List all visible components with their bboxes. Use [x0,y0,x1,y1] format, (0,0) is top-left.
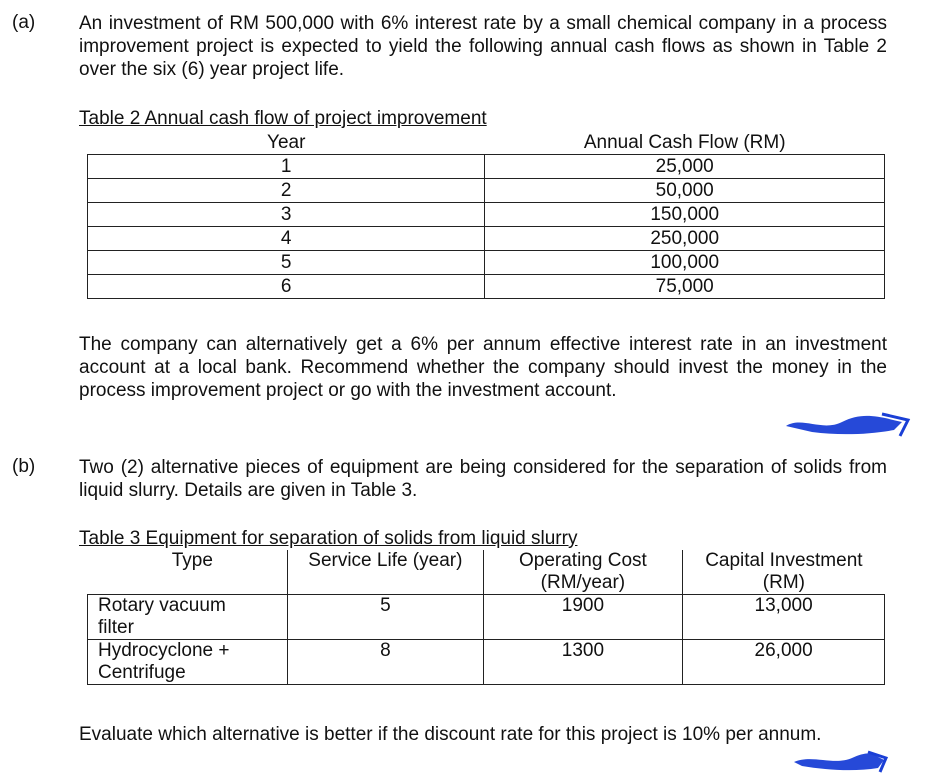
table-2-year-cell: 5 [88,251,485,275]
handwritten-scribble-mark [790,748,890,774]
table-2-year-cell: 4 [88,227,485,251]
header-line: Capital Investment [705,550,863,571]
type-line: Rotary vacuum [98,595,226,616]
table-2 [87,131,885,299]
table-2-cashflow-cell: 250,000 [485,227,885,251]
table-2-cashflow-cell: 150,000 [485,203,885,227]
part-b-label: (b) [12,456,36,477]
table-3-header-type [88,550,288,595]
type-line: Hydrocyclone + [98,640,230,661]
table-3-service-life-cell: 8 [288,640,483,685]
table-2-header-cashflow: Annual Cash Flow (RM) [485,131,885,155]
part-b-question: Evaluate which alternative is better if the discount rate for this project is 10% per annum. [79,724,822,745]
table-2-cashflow-cell: 25,000 [485,155,885,179]
table-2-year-cell: 6 [88,275,485,299]
table-3-capital-investment-cell: 13,000 [683,595,885,640]
type-line: Centrifuge [98,662,186,683]
table-2-cashflow-cell: 100,000 [485,251,885,275]
table-row [88,251,885,275]
table-2-year-cell: 2 [88,179,485,203]
table-2-cashflow-cell: 50,000 [485,179,885,203]
table-2-year-cell: 3 [88,203,485,227]
part-a-question: The company can alternatively get a 6% per annum effective interest rate in an investment account at a local bank. Recommend whether the company should invest the money in the process improvement project or go with the investment account. [79,334,887,401]
table-row [88,640,885,685]
table-3-caption: Table 3 Equipment for separation of solids from liquid slurry [79,528,578,549]
table-2-year-cell: 1 [88,155,485,179]
table-2-caption: Table 2 Annual cash flow of project improvement [79,108,487,129]
part-a-label: (a) [12,12,36,33]
table-3-service-life-cell: 5 [288,595,483,640]
table-3-type-cell [88,640,288,685]
header-line: (RM) [762,572,805,593]
header-line: Operating Cost [519,550,647,571]
table-3-header-service-life [288,550,483,595]
table-3 [87,550,885,685]
table-row [88,227,885,251]
table-2-cashflow-cell: 75,000 [485,275,885,299]
table-row [88,155,885,179]
table-row [88,595,885,640]
header-line: Service Life (year) [308,550,463,571]
table-2-header-year: Year [88,131,485,155]
header-line: Type [171,550,213,571]
table-3-operating-cost-cell: 1300 [483,640,683,685]
handwritten-scribble-mark [782,412,912,438]
table-3-header-capital-investment [683,550,885,595]
type-line: filter [98,617,134,638]
table-row [88,275,885,299]
table-3-capital-investment-cell: 26,000 [683,640,885,685]
table-3-header-operating-cost [483,550,683,595]
table-3-operating-cost-cell: 1900 [483,595,683,640]
table-row [88,179,885,203]
table-3-type-cell [88,595,288,640]
part-a-text: An investment of RM 500,000 with 6% interest rate by a small chemical company in a process improvement project is expected to yield the following annual cash flows as shown in Table 2 over the six (6) year project life. [79,13,887,80]
table-row [88,203,885,227]
header-line: (RM/year) [540,572,626,593]
part-b-text: Two (2) alternative pieces of equipment are being considered for the separation of solids from liquid slurry. Details are given in Table 3. [79,457,887,501]
